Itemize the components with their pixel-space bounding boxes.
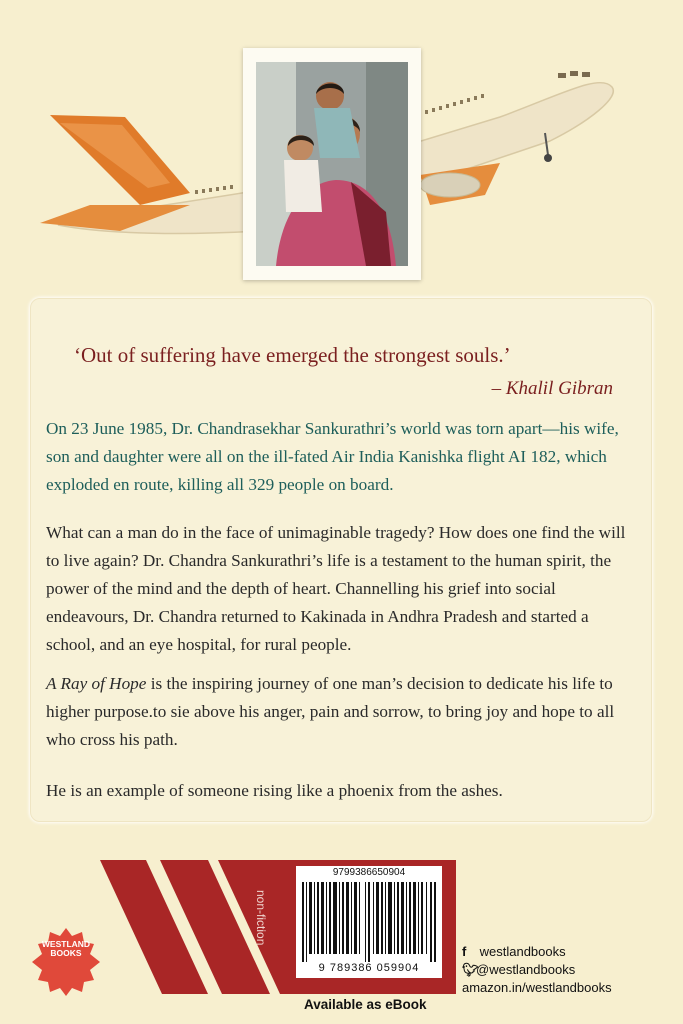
facebook-link[interactable]: [462, 944, 566, 959]
blurb-paragraph-4: He is an example of someone rising like a phoenix from the ashes.: [46, 781, 503, 800]
epigraph-author: – Khalil Gibran: [491, 378, 613, 399]
blurb-paragraph-3: [46, 670, 640, 754]
isbn-bottom: 9 789386 059904: [318, 962, 420, 974]
facebook-icon: f: [462, 944, 467, 959]
twitter-handle: @westlandbooks: [476, 962, 576, 977]
blurb-paragraph-1: On 23 June 1985, Dr. Chandrasekhar Sankurathri’s world was torn apart—his wife, son and daughter were all on the ill-fated Air India Kanishka flight AI 182, which exploded en route, killing all 329 people on board.: [46, 419, 619, 494]
barcode: [296, 866, 442, 978]
family-photo: [256, 62, 408, 266]
facebook-handle: westlandbooks: [479, 944, 566, 959]
book-title: A Ray of Hope: [46, 674, 147, 693]
twitter-link[interactable]: [462, 962, 575, 978]
barcode-bars: [302, 882, 436, 962]
family-photo-frame: [243, 48, 421, 280]
category-label: non-fiction: [254, 890, 268, 946]
twitter-icon: 🐦︎: [462, 962, 479, 977]
website-url: amazon.in/westlandbooks: [462, 980, 612, 995]
isbn-top: 9799386650904: [332, 867, 406, 878]
website-link[interactable]: [462, 980, 612, 995]
blurb-paragraph-2: What can a man do in the face of unimaginable tragedy? How does one find the will to live again? Dr. Chandra Sankurathri’s life is a testament to the human spirit, the power of the mind and the depth of heart. Channelling his grief into social endeavours, Dr. Chandra returned to Kakinada in Andhra Pradesh and started a school, and an eye hospital, for rural people.: [46, 523, 626, 654]
epigraph-quote: ‘Out of suffering have emerged the strongest souls.’: [74, 343, 511, 367]
blurb-paragraph-3-text: is the inspiring journey of one man’s decision to dedicate his life to higher purpose.to sie above his anger, pain and sorrow, to bring joy and hope to all who cross his path.: [46, 674, 615, 749]
ebook-note: Available as eBook: [304, 997, 427, 1012]
publisher-badge-text: WESTLAND BOOKS: [41, 939, 91, 958]
